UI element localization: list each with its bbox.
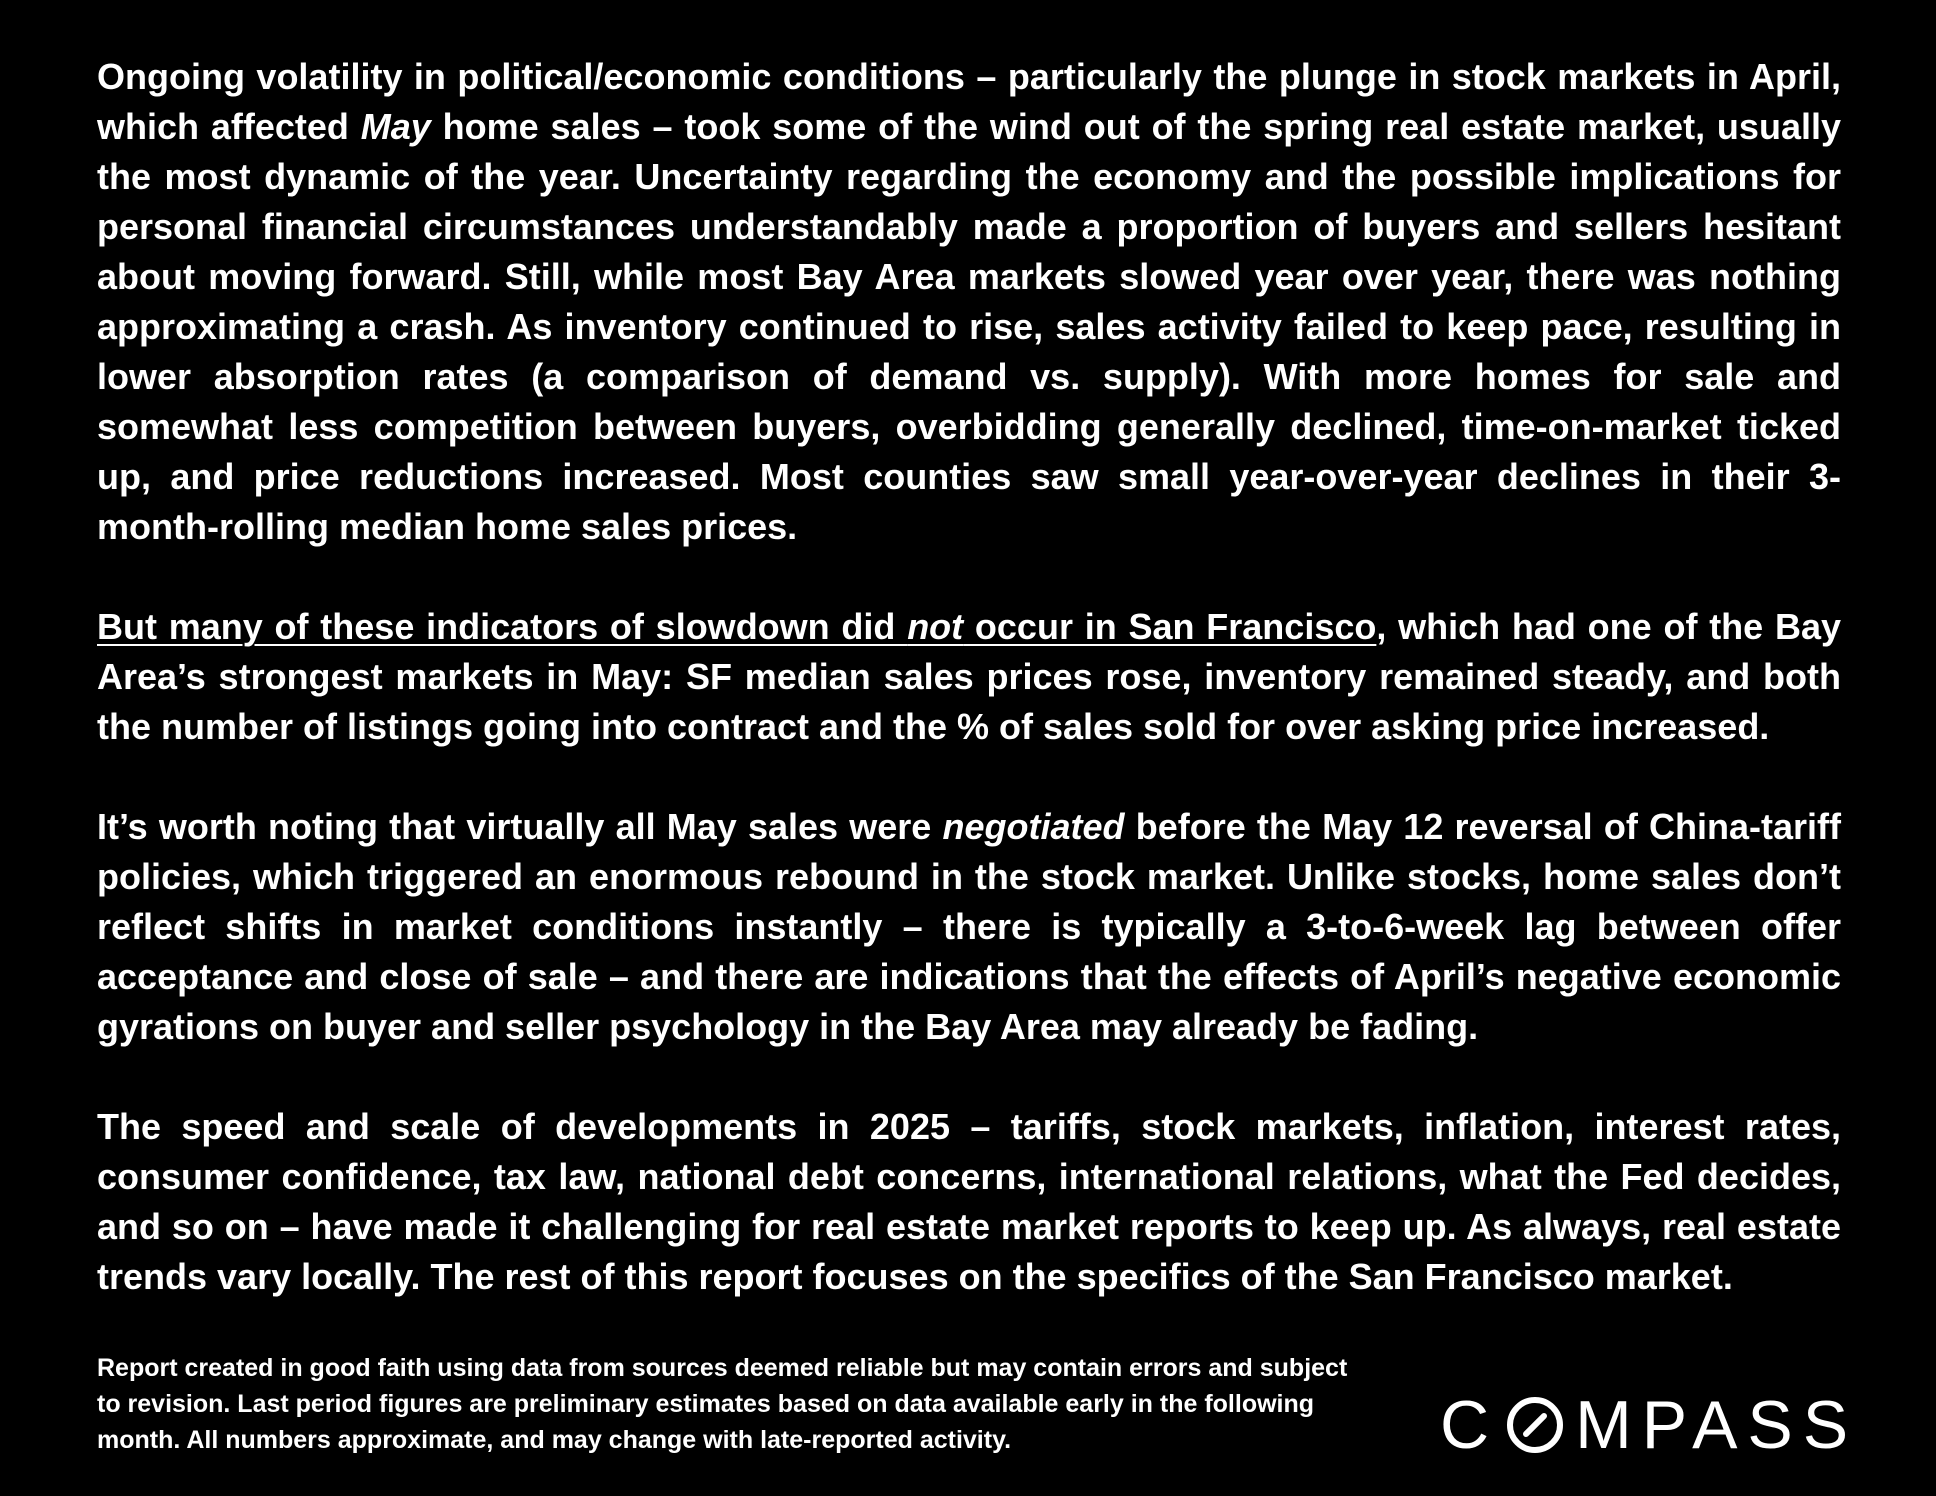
report-body: [97, 52, 1841, 1352]
p1-italic-may: May: [360, 106, 431, 147]
disclaimer-text: Report created in good faith using data from sources deemed reliable but may contain errors and subject to revision. Last period figures are preliminary estimates based on data available early in the following month. All numbers approximate, and may change with late-reported activity.: [97, 1354, 1348, 1454]
paragraph-san-francisco: [97, 602, 1841, 752]
logo-letter-c: C: [1440, 1387, 1500, 1463]
p2-italic-not: not: [907, 606, 964, 647]
logo-letters-mpass: MPASS: [1575, 1387, 1859, 1463]
paragraph-market-volatility: [97, 52, 1841, 552]
p3-text-a: It’s worth noting that virtually all May sales were: [97, 806, 943, 847]
p2-rest: , which had one of the Bay Area’s strongest markets in May: SF median sales prices rose, inventory remained steady, and both the number of listings going into contract and the % of sales sold for over asking price increased.: [97, 606, 1842, 747]
p3-text-c: before the May 12 reversal of China-tariff policies, which triggered an enormous rebound in the stock market. Unlike stocks, home sales don’t reflect shifts in market conditions instantly – there is typically a 3-to-6-week lag between offer acceptance and close of sale – and there are indications that the effects of April’s negative economic gyrations on buyer and seller psychology in the Bay Area may already be fading.: [97, 806, 1841, 1047]
p3-italic-negotiated: negotiated: [942, 806, 1125, 847]
compass-logo: [1440, 1387, 1860, 1463]
p2-u3: occur in San Francisco: [963, 606, 1377, 647]
paragraph-negotiated-sales: [97, 802, 1841, 1052]
p1-text-a: Ongoing volatility in political/economic conditions – particularly the plunge in stock markets in April, which affected: [97, 56, 1841, 147]
paragraph-developments-2025: [97, 1102, 1841, 1302]
p2-u1: But many of these indicators of slowdown did: [97, 606, 908, 647]
p2-underlined-lead: [97, 606, 1376, 647]
p1-text-c: home sales – took some of the wind out of the spring real estate market, usually the most dynamic of the year. Uncertainty regarding the economy and the possible implications for personal financial circumstances understandably made a proportion of buyers and sellers hesitant about moving forward. Still, while most Bay Area markets slowed year over year, there was nothing approximating a crash. As inventory continued to rise, sales activity failed to keep pace, resulting in lower absorption rates (a comparison of demand vs. supply). With more homes for sale and somewhat less competition between buyers, overbidding generally declined, time-on-market ticked up, and price reductions increased. Most counties saw small year-over-year declines in their 3-month-rolling median home sales prices.: [97, 106, 1841, 547]
compass-o-icon: [1505, 1395, 1565, 1455]
p4-text: The speed and scale of developments in 2025 – tariffs, stock markets, inflation, interest rates, consumer confidence, tax law, national debt concerns, international relations, what the Fed decides, and so on – have made it challenging for real estate market reports to keep up. As always, real estate trends vary locally. The rest of this report focuses on the specifics of the San Francisco market.: [97, 1106, 1841, 1297]
